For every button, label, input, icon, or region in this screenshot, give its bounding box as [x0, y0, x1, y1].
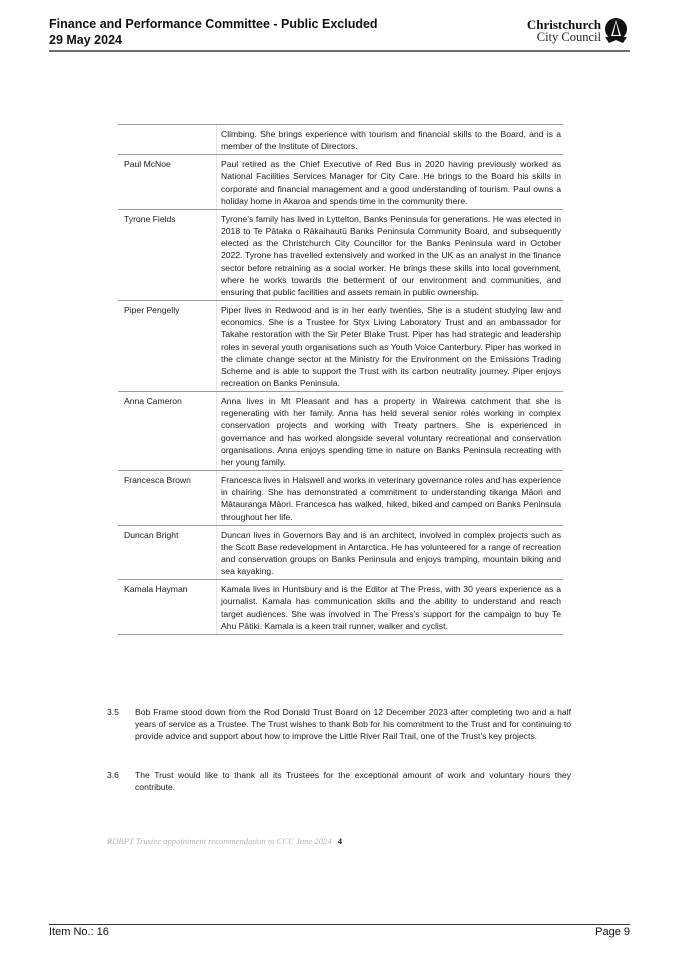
trustee-name: Tyrone Fields: [118, 210, 217, 300]
christchurch-city-council-logo-icon: [604, 18, 628, 44]
trustee-bio: Kamala lives in Huntsbury and is the Editor at The Press, with 30 years experience as a journalist. Kamala has communication skills and the ability to understand and reach target audiences. She was involved in The Press’s support for the campaign to buy Te Ahu Pātiki. Kamala is a keen trail runner, walker and cyclist.: [221, 584, 561, 631]
trustee-name: Anna Cameron: [118, 392, 217, 470]
trustee-name: [118, 125, 217, 154]
meeting-date: 29 May 2024: [49, 33, 122, 47]
item-number: Item No.: 16: [49, 926, 109, 938]
paragraph-3-6: [107, 769, 571, 793]
trustee-name: Francesca Brown: [118, 471, 217, 525]
document-page-number: 4: [337, 836, 343, 846]
logo-line-2: City Council: [536, 30, 601, 44]
document-footer: [107, 836, 342, 846]
table-row: [118, 471, 563, 526]
committee-title: Finance and Performance Committee - Public Excluded: [49, 17, 378, 31]
table-row: [118, 392, 563, 471]
trustee-bio: Piper lives in Redwood and is in her early twenties. She is a student studying law and economics. She is a Trustee for Styx Living Laboratory Trust and an ambassador for Takahe restoration with the Sir Peter Blake Trust. Piper has had strategic and leadership roles in several youth organisations such as Youth Voice Canterbury. Piper has worked in the climate change sector at the Ministry for the Environment on the Emissions Trading Scheme and is able to support the Trust with its carbon neutrality journey. Piper enjoys recreation on Banks Peninsula.: [221, 305, 561, 388]
paragraph-number: 3.5: [107, 707, 119, 717]
paragraph-number: 3.6: [107, 770, 119, 780]
paragraph-text: Bob Frame stood down from the Rod Donald Trust Board on 12 December 2023 after completing two and a half years of service as a Trustee. The Trust wishes to thank Bob for his commitment to the Trust and for continuing to provide advice and support about how to improve the Little River Rail Trail, one of the Trust’s key projects.: [135, 707, 571, 742]
trustees-table: [118, 124, 563, 635]
paragraph-3-5: [107, 706, 571, 742]
trustee-bio: Anna lives in Mt Pleasant and has a property in Wairewa catchment that she is regenerating with her family. Anna has held several senior roles working in complex conservation projects and working with Treaty partners. She is experienced in governance and has worked alongside several voluntary recreational and conservation organisations. Anna enjoys spending time in nature on Banks Peninsula recreating with her young family.: [221, 396, 561, 467]
trustee-bio: Climbing. She brings experience with tourism and financial skills to the Board, and is a member of the Institute of Directors.: [221, 129, 561, 152]
page-header: [49, 14, 630, 52]
paragraph-text: The Trust would like to thank all its Trustees for the exceptional amount of work and voluntary hours they contribute.: [135, 770, 571, 793]
document-footer-text: RDBPT Trustee appointment recommendation to CCC June 2024: [107, 836, 332, 846]
trustee-name: Paul McNoe: [118, 155, 217, 209]
trustee-bio: Francesca lives in Halswell and works in veterinary governance roles and has experience in chairing. She has demonstrated a commitment to understanding tikanga Māori and Mātauranga Māori. Francesca has walked, hiked, biked and camped on Banks Peninsula throughout her life.: [221, 475, 561, 522]
page-footer: [49, 924, 630, 938]
trustee-bio: Tyrone’s family has lived in Lyttelton, Banks Peninsula for generations. He was elected in 2018 to Te Pātaka o Rākaihautū Banks Peninsula Community Board, and subsequently elected as the Christchurch City Councillor for the Banks Peninsula ward in October 2022. Tyrone has travelled extensively and worked in the UK as an analyst in the finance sector before retraining as a social worker. He brings these skills into local government, where he works towards the betterment of our environment and communities, and ensuring that public facilities and assets remain in public ownership.: [221, 213, 561, 297]
logo-line-1: Christchurch: [526, 17, 601, 32]
table-row: [118, 155, 563, 210]
table-row: [118, 580, 563, 635]
trustee-name: Piper Pengelly: [118, 301, 217, 391]
trustee-bio: Duncan lives in Governors Bay and is an architect, involved in complex projects such as the Scott Base redevelopment in Antarctica. He has volunteered for a range of recreation and conservation groups on Banks Peninsula and enjoys tramping, mountain biking and sea kayaking.: [221, 529, 561, 577]
trustee-name: Duncan Bright: [118, 526, 217, 580]
table-row: [118, 526, 563, 581]
table-row: [118, 210, 563, 301]
trustee-bio: Paul retired as the Chief Executive of Red Bus in 2020 having previously worked as National Facilities Services Manager for City Care. He brings to the Board his skills in corporate and financial management and a good understanding of tourism. Paul owns a holiday home in Akaroa and spends time in the community there.: [221, 159, 561, 206]
table-row: [118, 125, 563, 155]
trustee-name: Kamala Hayman: [118, 580, 217, 634]
table-row: [118, 301, 563, 392]
council-logo: [527, 16, 628, 46]
page-number: Page 9: [595, 926, 630, 938]
